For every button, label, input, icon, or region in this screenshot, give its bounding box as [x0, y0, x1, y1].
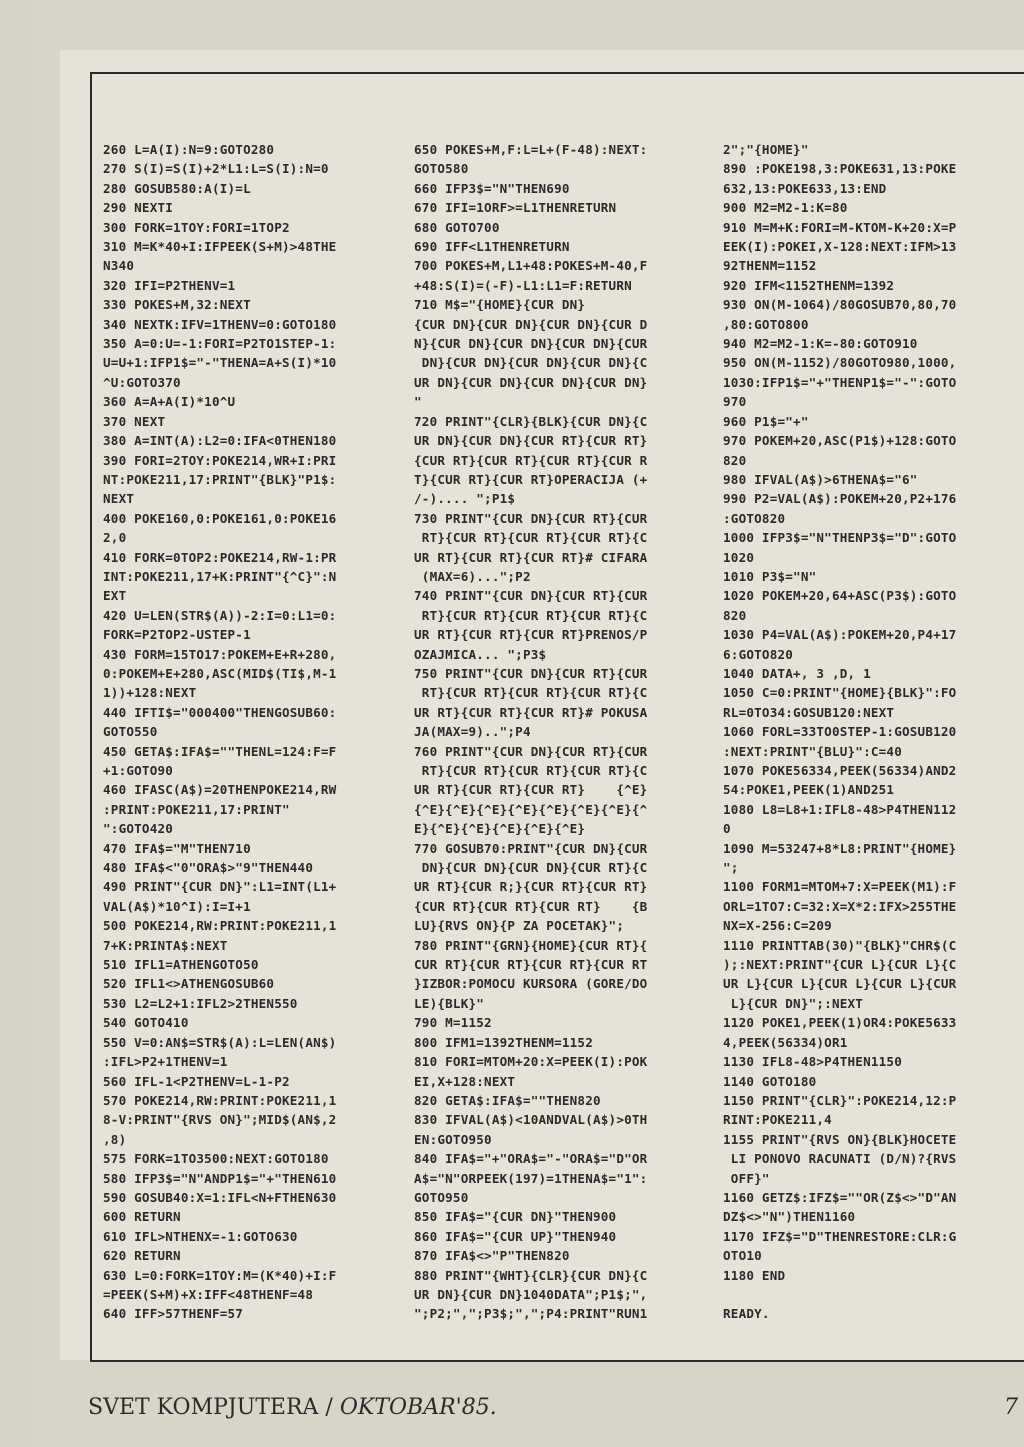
listing-column-1: 260 L=A(I):N=9:GOTO280 270 S(I)=S(I)+2*L1:L=S(I):N=0 280 GOSUB580:A(I)=L 290 NEXTI 300 FORK=1TOY:FORI=1TOP2 310 M=K*40+I:IFPEEK(S+M)>48THE N340 320 IFI=P2THENV=1 330 POKES+M,32:NEXT 340 NEXTK:IFV=1THENV=0:GOTO180 350 A=0:U=-1:FORI=P2TO1STEP-1: U=U+1:IFP1$="-"THENA=A+S(I)*10 ^U:GOTO370 360 A=A+A(I)*10^U 370 NEXT 380 A=INT(A):L2=0:IFA<0THEN180 390 FORI=2TOY:POKE214,WR+I:PRI NT:POKE211,17:PRINT"{BLK}"P1$: NEXT 400 POKE160,0:POKE161,0:POKE16 2,0 410 FORK=0TOP2:POKE214,RW-1:PR INT:POKE211,17+K:PRINT"{^C}":N EXT 420 U=LEN(STR$(A))-2:I=0:L1=0: FORK=P2TOP2-USTEP-1 430 FORM=15TO17:POKEM+E+R+280, 0:POKEM+E+280,ASC(MID$(TI$,M-1 1))+128:NEXT 440 IFTI$="000400"THENGOSUB60: GOTO550 450 GETA$:IFA$=""THENL=124:F=F +1:GOTO90 460 IFASC(A$)=20THENPOKE214,RW :PRINT:POKE211,17:PRINT" ":GOTO420 470 IFA$="M"THEN710 480 IFA$<"0"ORA$>"9"THEN440 490 PRINT"{CUR DN}":L1=INT(L1+ VAL(A$)*10^I):I=I+1 500 POKE214,RW:PRINT:POKE211,1 7+K:PRINTA$:NEXT 510 IFL1=ATHENGOTO50 520 IFL1<>ATHENGOSUB60 530 L2=L2+1:IFL2>2THEN550 540 GOTO410 550 V=0:AN$=STR$(A):L=LEN(AN$) :IFL>P2+1THENV=1 560 IFL-1<P2THENV=L-1-P2 570 POKE214,RW:PRINT:POKE211,1 8-V:PRINT"{RVS ON}";MID$(AN$,2 ,8) 575 FORK=1TO3500:NEXT:GOTO180 580 IFP3$="N"ANDP1$="+"THEN610 590 GOSUB40:X=1:IFL<N+FTHEN630 600 RETURN 610 IFL>NTHENX=-1:GOTO630 620 RETURN 630 L=0:FORK=1TOY:M=(K*40)+I:F =PEEK(S+M)+X:IFF<48THENF=48 640 IFF>57THENF=57 — [103, 142, 337, 1322]
page-number: 7 — [1004, 1395, 1018, 1420]
listing-column-3: 2";"{HOME}" 890 :POKE198,3:POKE631,13:POKE 632,13:POKE633,13:END 900 M2=M2-1:K=80 910 M=M+K:FORI=M-KTOM-K+20:X=P EEK(I):POKEI,X-128:NEXT:IFM>13 92THENM=1152 920 IFM<1152THENM=1392 930 ON(M-1064)/80GOSUB70,80,70 ,80:GOTO800 940 M2=M2-1:K=-80:GOTO910 950 ON(M-1152)/80GOTO980,1000, 1030:IFP1$="+"THENP1$="-":GOTO 970 960 P1$="+" 970 POKEM+20,ASC(P1$)+128:GOTO 820 980 IFVAL(A$)>6THENA$="6" 990 P2=VAL(A$):POKEM+20,P2+176 :GOTO820 1000 IFP3$="N"THENP3$="D":GOTO 1020 1010 P3$="N" 1020 POKEM+20,64+ASC(P3$):GOTO 820 1030 P4=VAL(A$):POKEM+20,P4+17 6:GOTO820 1040 DATA+, 3 ,D, 1 1050 C=0:PRINT"{HOME}{BLK}":FO RL=0TO34:GOSUB120:NEXT 1060 FORL=33TO0STEP-1:GOSUB120 :NEXT:PRINT"{BLU}":C=40 1070 POKE56334,PEEK(56334)AND2 54:POKE1,PEEK(1)AND251 1080 L8=L8+1:IFL8-48>P4THEN112 0 1090 M=53247+8*L8:PRINT"{HOME} "; 1100 FORM1=MTOM+7:X=PEEK(M1):F ORL=1TO7:C=32:X=X*2:IFX>255THE NX=X-256:C=209 1110 PRINTTAB(30)"{BLK}"CHR$(C );:NEXT:PRINT"{CUR L}{CUR L}{C UR L}{CUR L}{CUR L}{CUR L}{CUR L}{CUR DN}";:NEXT 1120 POKE1,PEEK(1)OR4:POKE5633 4,PEEK(56334)OR1 1130 IFL8-48>P4THEN1150 1140 GOTO180 1150 PRINT"{CLR}":POKE214,12:P RINT:POKE211,4 1155 PRINT"{RVS ON}{BLK}HOCETE LI PONOVO RACUNATI (D/N)?{RVS OFF}" 1160 GETZ$:IFZ$=""OR(Z$<>"D"AN DZ$<>"N")THEN1160 1170 IFZ$="D"THENRESTORE:CLR:G OTO10 1180 END READY. — [723, 142, 957, 1322]
listing-column-2: 650 POKES+M,F:L=L+(F-48):NEXT: GOTO580 660 IFP3$="N"THEN690 670 IFI=1ORF>=L1THENRETURN 680 GOTO700 690 IFF<L1THENRETURN 700 POKES+M,L1+48:POKES+M-40,F +48:S(I)=(-F)-L1:L1=F:RETURN 710 M$="{HOME}{CUR DN} {CUR DN}{CUR DN}{CUR DN}{CUR D N}{CUR DN}{CUR DN}{CUR DN}{CUR DN}{CUR DN}{CUR DN}{CUR DN}{C UR DN}{CUR DN}{CUR DN}{CUR DN} " 720 PRINT"{CLR}{BLK}{CUR DN}{C UR DN}{CUR DN}{CUR RT}{CUR RT} {CUR RT}{CUR RT}{CUR RT}{CUR R T}{CUR RT}{CUR RT}OPERACIJA (+ /-).... ";P1$ 730 PRINT"{CUR DN}{CUR RT}{CUR RT}{CUR RT}{CUR RT}{CUR RT}{C UR RT}{CUR RT}{CUR RT}# CIFARA (MAX=6)...";P2 740 PRINT"{CUR DN}{CUR RT}{CUR RT}{CUR RT}{CUR RT}{CUR RT}{C UR RT}{CUR RT}{CUR RT}PRENOS/P OZAJMICA... ";P3$ 750 PRINT"{CUR DN}{CUR RT}{CUR RT}{CUR RT}{CUR RT}{CUR RT}{C UR RT}{CUR RT}{CUR RT}# POKUSA JA(MAX=9)..";P4 760 PRINT"{CUR DN}{CUR RT}{CUR RT}{CUR RT}{CUR RT}{CUR RT}{C UR RT}{CUR RT}{CUR RT} {^E} {^E}{^E}{^E}{^E}{^E}{^E}{^E}{^ E}{^E}{^E}{^E}{^E}{^E} 770 GOSUB70:PRINT"{CUR DN}{CUR DN}{CUR DN}{CUR DN}{CUR RT}{C UR RT}{CUR R;}{CUR RT}{CUR RT} {CUR RT}{CUR RT}{CUR RT} {B LU}{RVS ON}{P ZA POCETAK}"; 780 PRINT"{GRN}{HOME}{CUR RT}{ CUR RT}{CUR RT}{CUR RT}{CUR RT }IZBOR:POMOCU KURSORA (GORE/DO LE){BLK}" 790 M=1152 800 IFM1=1392THENM=1152 810 FORI=MTOM+20:X=PEEK(I):POK EI,X+128:NEXT 820 GETA$:IFA$=""THEN820 830 IFVAL(A$)<10ANDVAL(A$)>0TH EN:GOTO950 840 IFA$="+"ORA$="-"ORA$="D"OR A$="N"ORPEEK(197)=1THENA$="1": GOTO950 850 IFA$="{CUR DN}"THEN900 860 IFA$="{CUR UP}"THEN940 870 IFA$<>"P"THEN820 880 PRINT"{WHT}{CLR}{CUR DN}{C UR DN}{CUR DN}1040DATA";P1$;", ";P2;",";P3$;",";P4:PRINT"RUN1 — [414, 142, 648, 1322]
magazine-name: SVET KOMPJUTERA / — [88, 1395, 340, 1420]
issue-date: OKTOBAR'85. — [339, 1395, 497, 1420]
page-edge — [0, 0, 30, 1447]
magazine-footer — [88, 1395, 497, 1420]
